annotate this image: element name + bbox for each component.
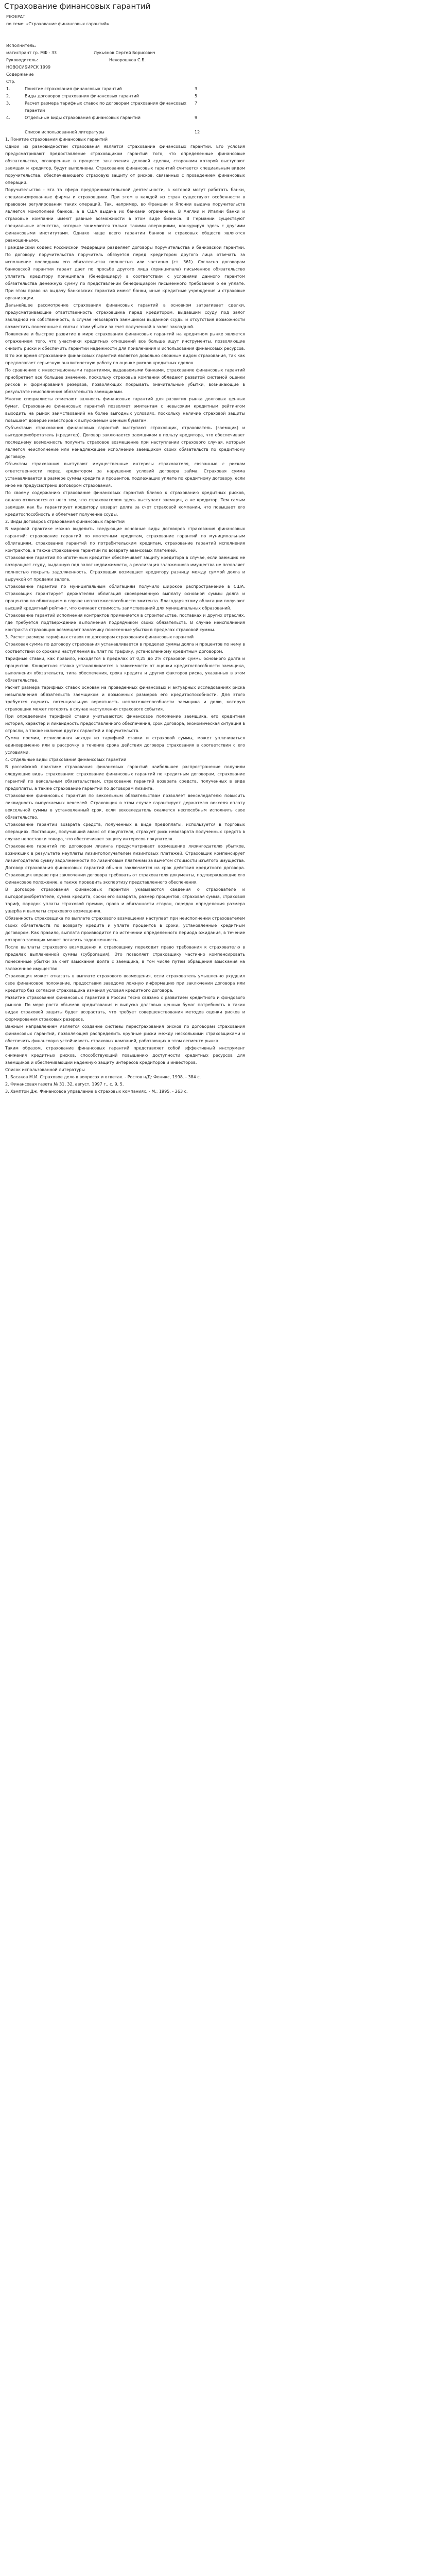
section-heading: 1. Понятие страхования финансовых гарантий <box>5 137 108 142</box>
bibliography-item: 1. Басаков М.И. Страховое дело в вопросах и ответах. - Ростов н/Д: Феникс, 1998. - 384 с. <box>5 1075 201 1079</box>
toc-number: 1. <box>6 87 10 91</box>
paragraph: Страхование гарантий по ипотечным кредитам обеспечивает защиту кредитора в случае, если заемщик не возвращает ссуду, выданную под залог недвижимости, а реализация заложенного имущества не позволяет полностью покрыть задолженность. Страховщик возмещает кредитору разницу между суммой долга и выручкой от продажи залога. <box>5 555 245 582</box>
toc-sources-page: 12 <box>195 130 200 134</box>
toc-title: Отдельные виды страхования финансовых гарантий <box>25 115 141 120</box>
bibliography-item: 2. Финансовая газета № 31, 32, август, 1997 г., с. 9, 5. <box>5 1082 124 1087</box>
section-body <box>4 764 432 1066</box>
paragraph: Поручительство - эта та сфера предпринимательской деятельности, в которой могут работать банки, специализированные фирмы и страховщики. При этом в каждой из стран существуют особенности в правовом регулировании таких операций. Так, например, во Франции и Японии выдача поручительств является монополией банков, а в США выдача их банками ограничена. В Англии и Италии банки и страховые компании имеют равные возможности в этом виде бизнеса. В Германии существуют специальные агентства, которые занимаются только такими операциями, конкурируя здесь с другими финансовыми институтами. Однако чаще всего гарантии банков и страховых обществ являются равноценными. <box>5 188 245 243</box>
paragraph: Страховщик может отказать в выплате страхового возмещения, если страхователь умышленно ухудшил свое финансовое положение, предоставил заведомо ложную информацию при заключении договора или кредитор без согласия страховщика изменил условия кредитного договора. <box>5 974 245 993</box>
executor-group: магистрант гр. МФ - 33 <box>6 50 57 55</box>
paragraph: Гражданский кодекс Российской Федерации разделяет договоры поручительства и банковской гарантии. По договору поручительства поручитель обязуется перед кредитором другого лица отвечать за исполнение последним его обязательства полностью или частично (ст. 361). Согласно договорам банковской гарантии гарант дает по просьбе другого лица (принципала) письменное обязательство уплатить кредитору принципала (бенефициару) в соответствии с условиями данного гарантом обязательства денежную сумму по представлении бенефициаром письменного требования о ее уплате. При этом право на выдачу банковских гарантий имеют банки, иные кредитные учреждения и страховые организации. <box>5 245 245 300</box>
paragraph: Объектом страхования выступают имущественные интересы страхователя, связанные с риском ответственности перед кредитором за нарушение условий договора займа. Страховая сумма устанавливается в размере суммы кредита и процентов, подлежащих уплате по кредитному договору, если иное не предусмотрено договором страхования. <box>5 462 245 488</box>
section-body <box>4 526 432 634</box>
toc-item <box>4 86 222 93</box>
paragraph: По сравнению с инвестиционными гарантиями, выдаваемыми банками, страхование финансовых гарантий приобретает все большее значение, поскольку страховые компании обладают развитой системой оценки рисков и формирования резервов, позволяющих покрывать значительные убытки, возникающие в результате неисполнения обязательств заемщиками. <box>5 368 245 394</box>
toc-page: 7 <box>195 101 198 106</box>
section-body <box>4 641 432 756</box>
paragraph: Сумма премии, исчисленная исходя из тарифной ставки и страховой суммы, может уплачиваться единовременно или в рассрочку в течение срока действия договора страхования в соответствии с его условиями. <box>5 736 245 755</box>
doc-type: РЕФЕРАТ <box>6 14 26 19</box>
paragraph: В российской практике страхования финансовых гарантий наибольшее распространение получили следующие виды страхования: страхование финансовых гарантий по кредитным договорам, страхование гарантий по вексельным обязательствам, страхование гарантий возврата средств, полученных в виде предоплаты, а также страхование гарантий по договорам лизинга. <box>5 765 245 791</box>
city-year: НОВОСИБИРСК 1999 <box>6 65 51 70</box>
supervisor-name: Некорошков С.Б. <box>109 58 146 62</box>
paragraph: По своему содержанию страхование финансовых гарантий близко к страхованию кредитных рисков, однако отличается от него тем, что страхователем здесь выступает заемщик, а не кредитор. Тем самым заемщик как бы гарантирует кредитору возврат долга за счет страховой компании, что повышает его кредитоспособность и облегчает получение ссуды. <box>5 490 245 517</box>
page-title: Страхование финансовых гарантий <box>4 2 151 11</box>
paragraph: Развитие страхования финансовых гарантий в России тесно связано с развитием кредитного и фондового рынков. По мере роста объемов кредитования и выпуска долговых ценных бумаг потребность в таких видах страховой защиты будет возрастать, что требует совершенствования методов оценки рисков и формирования страховых резервов. <box>5 995 245 1022</box>
paragraph: Договор страхования финансовых гарантий обычно заключается на срок действия кредитного договора. Страховщик вправе при заключении договора требовать от страхователя документы, подтверждающие его финансовое положение, а также проводить экспертизу представленного обеспечения. <box>5 866 245 885</box>
toc-item <box>4 93 222 100</box>
document-page <box>0 1 436 1101</box>
toc-page: 9 <box>195 115 198 120</box>
paragraph: Важным направлением является создание системы перестрахования рисков по договорам страхования финансовых гарантий, позволяющей распределить крупные риски между несколькими страховщиками и обеспечить финансовую устойчивость страховых компаний, работающих в этом сегменте рынка. <box>5 1024 245 1043</box>
toc-page: 5 <box>195 94 198 98</box>
paragraph: Субъектами страхования финансовых гарантий выступают страховщик, страхователь (заемщик) и выгодоприобретатель (кредитор). Договор заключается заемщиком в пользу кредитора, что обеспечивает последнему возможность получить страховое возмещение при наступлении страхового случая, которым является неисполнение или ненадлежащее исполнение заемщиком своих обязательств по кредитному договору. <box>5 426 245 459</box>
bibliography-list <box>4 1074 432 1095</box>
paragraph: После выплаты страхового возмещения к страховщику переходит право требования к страхователю в пределах выплаченной суммы (суброгация). Это позволяет страховщику частично компенсировать понесенные убытки за счет взыскания долга с заемщика, в том числе путем обращения взыскания на заложенное имущество. <box>5 945 245 971</box>
paragraph: Таким образом, страхование финансовых гарантий представляет собой эффективный инструмент снижения кредитных рисков, способствующий повышению доступности кредитных ресурсов для заемщиков и обеспечивающий надежную защиту интересов кредиторов и инвесторов. <box>5 1046 245 1065</box>
toc-sources <box>4 129 222 136</box>
paragraph: В договоре страхования финансовых гарантий указываются сведения о страхователе и выгодоприобретателе, сумма кредита, сроки его возврата, размер процентов, страховая сумма, страховой тариф, порядок уплаты страховой премии, права и обязанности сторон, порядок определения размера ущерба и выплаты страхового возмещения. <box>5 887 245 913</box>
toc-number: 2. <box>6 94 10 98</box>
paragraph: Страховая сумма по договору страхования устанавливается в пределах суммы долга и процентов по нему в соответствии со сроками наступления выплат по графику, установленному кредитным договором. <box>5 642 245 654</box>
paragraph: Страхование гарантий возврата средств, полученных в виде предоплаты, используется в торговых операциях. Поставщик, получивший аванс от покупателя, страхует риск невозврата полученных средств в случае непоставки товара, что обеспечивает защиту интересов покупателя. <box>5 822 245 841</box>
table-of-contents <box>4 86 432 136</box>
paragraph: Страхование финансовых гарантий по вексельным обязательствам позволяет векселедателю повысить ликвидность выпускаемых векселей. Страховщик в этом случае гарантирует держателю векселя оплату вексельной суммы в установленный срок, если векселедатель окажется неспособным исполнить свое обязательство. <box>5 793 245 820</box>
paragraph: Тарифные ставки, как правило, находятся в пределах от 0,25 до 2% страховой суммы основного долга и процентов. Конкретная ставка устанавливается в зависимости от оценки кредитоспособности заемщика, выполнения обязательств, типа обеспечения, срока кредита и других факторов риска, указанных в этом обязательстве. <box>5 656 245 683</box>
paragraph: Одной из разновидностей страхования является страхование финансовых гарантий. Его условия предусматривают предоставление страховщиком гарантий того, что определенные финансовые обязательства, оговоренные в процессе заключения деловой сделки, сторонами которой выступают заемщик и кредитор, будут выполнены. Страхование финансовых гарантий считается специальным видом поручительства, обеспечивающего страховую защиту от рисков, связанных с проведением финансовых операций. <box>5 144 245 185</box>
doc-topic: по теме: «Страхование финансовых гарантий» <box>6 22 109 26</box>
toc-item <box>4 100 222 114</box>
section-heading: 2. Виды договоров страхования финансовых гарантий <box>5 519 125 524</box>
paragraph: Расчет размера тарифных ставок основан на проведенных финансовых и актуарных исследованиях риска невыполнения обязательств заемщиком и возможных размеров его кредитоспособности. Для этого требуется оценить потенциальную вероятность неплатежеспособности заемщика и долю, которую страховщик может потерять в случае наступления страхового события. <box>5 685 245 711</box>
toc-title: Виды договоров страхования финансовых гарантий <box>25 94 139 98</box>
toc-title: Понятие страхования финансовых гарантий <box>25 87 122 91</box>
toc-number: 3. <box>6 101 10 106</box>
section-heading: 4. Отдельные виды страхования финансовых гарантий <box>5 757 127 762</box>
front-matter <box>4 13 432 86</box>
section-heading: 3. Расчет размера тарифных ставок по договорам страхования финансовых гарантий <box>5 635 194 639</box>
paragraph: Появление и быстрое развитие в мире страхования финансовых гарантий на кредитном рынке является отражением того, что участники кредитных отношений все больше ищут инструменты, позволяющие снизить риски и обеспечить гарантии надежности для привлечения и использования финансовых ресурсов. В то же время страхование финансовых гарантий является довольно сложным видом страхования, так как предполагает серьезную аналитическую работу по оценке рисков кредитных сделок. <box>5 332 245 365</box>
paragraph: Обязанность страховщика по выплате страхового возмещения наступает при неисполнении страхователем своих обязательств по возврату кредита и уплате процентов в сроки, установленные кредитным договором. Как правило, выплата производится по истечении определенного периода ожидания, в течение которого заемщик может погасить задолженность. <box>5 916 245 942</box>
toc-sources-label: Список использованной литературы <box>25 130 104 134</box>
paragraph: Многие специалисты отмечают важность финансовых гарантий для развития рынка долговых ценных бумаг. Страхование финансовых гарантий позволяет эмитентам с невысоким кредитным рейтингом выходить на рынок заимствований на более выгодных условиях, поскольку наличие страховой защиты повышает доверие инвесторов к выпускаемым ценным бумагам. <box>5 397 245 423</box>
executor-label: Исполнитель: <box>6 43 37 48</box>
supervisor-label: Руководитель: <box>6 58 38 62</box>
section-body <box>4 143 432 518</box>
paragraph: Страхование гарантий по договорам лизинга предусматривает возмещение лизингодателю убытков, возникших в результате неуплаты лизингополучателем лизинговых платежей. Страховщик компенсирует лизингодателю сумму задолженности по лизинговым платежам за вычетом стоимости изъятого имущества. <box>5 844 245 863</box>
page-label: Стр. <box>6 79 15 84</box>
paragraph: Дальнейшее рассмотрение страхования финансовых гарантий в основном затрагивает сделки, предусматривающие ответственность страховщика перед кредитором, выдавшим ссуду под залог закладной на собственность, в случае невозврата заемщиком выданной ссуды и отсутствия возможности возместить понесенные в связи с этим убытки за счет полученной в залог закладной. <box>5 303 245 329</box>
bibliography-item: 3. Хэмптон Дж. Финансовое управление в страховых компаниях. - М.: 1995. - 263 с. <box>5 1089 188 1094</box>
paragraph: Страхование гарантий исполнения контрактов применяется в строительстве, поставках и других отраслях, где требуется подтверждение выполнения подрядчиком своих обязательств. В случае неисполнения контракта страховщик возмещает заказчику понесенные убытки в пределах страховой суммы. <box>5 613 245 632</box>
paragraph: Страхование гарантий по муниципальным облигациям получило широкое распространение в США. Страховщик гарантирует держателям облигаций своевременную выплату основной суммы долга и процентов по облигациям в случае неплатежеспособности эмитента. Благодаря этому облигации получают высший кредитный рейтинг, что снижает стоимость заимствований для муниципальных образований. <box>5 584 245 611</box>
executor-name: Лукьянов Сергей Борисович <box>94 50 155 55</box>
paragraph: При определении тарифной ставки учитываются: финансовое положение заемщика, его кредитная история, характер и ликвидность предоставленного обеспечения, срок договора, экономическая ситуация в отрасли, а также наличие других гарантий и поручительств. <box>5 714 245 733</box>
toc-title: Расчет размера тарифных ставок по договорам страхования финансовых гарантий <box>25 101 187 113</box>
toc-page: 3 <box>195 87 198 91</box>
toc-item <box>4 114 222 122</box>
toc-number: 4. <box>6 115 10 120</box>
paragraph: В мировой практике можно выделить следующие основные виды договоров страхования финансовых гарантий: страхование гарантий по ипотечным кредитам, страхование гарантий по муниципальным облигациям, страхование гарантий по потребительским кредитам, страхование гарантий исполнения контрактов, а также страхование гарантий по возврату авансовых платежей. <box>5 527 245 553</box>
contents-label: Содержание <box>6 72 34 77</box>
bibliography-heading: Список использованной литературы <box>5 1067 85 1072</box>
